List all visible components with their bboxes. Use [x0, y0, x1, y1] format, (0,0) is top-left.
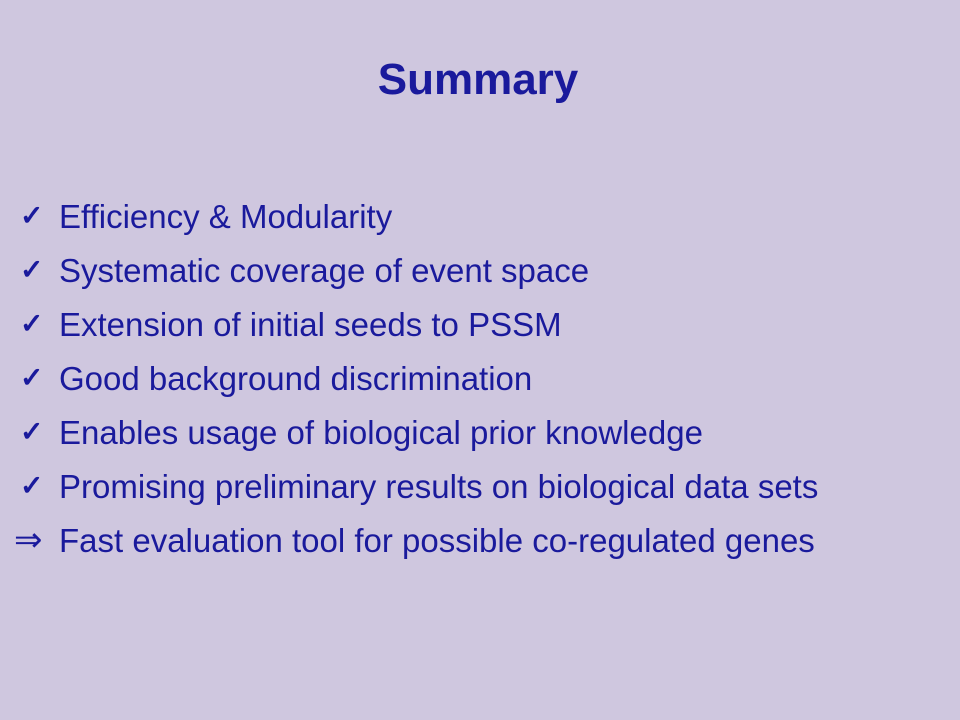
slide-title: Summary [377, 55, 579, 104]
bullet-text: Good background discrimination [59, 359, 533, 397]
bullet-text: Promising preliminary results on biological data sets [59, 467, 819, 505]
bullet-text: Efficiency & Modularity [59, 197, 393, 235]
check-icon: ✓ [20, 200, 44, 231]
check-icon: ✓ [20, 254, 44, 285]
implies-arrow-icon: ⇒ [14, 521, 43, 559]
bullet-item [14, 459, 944, 513]
bullet-item [14, 405, 944, 459]
bullet-item [14, 243, 944, 297]
bullet-item [14, 351, 944, 405]
bullet-list [14, 189, 944, 567]
check-icon: ✓ [20, 470, 44, 501]
bullet-text: Extension of initial seeds to PSSM [59, 305, 562, 343]
check-icon: ✓ [20, 308, 44, 339]
bullet-item [14, 189, 944, 243]
bullet-item [14, 513, 944, 567]
check-icon: ✓ [20, 416, 44, 447]
bullet-item [14, 297, 944, 351]
bullet-text: Fast evaluation tool for possible co-regulated genes [59, 521, 815, 559]
check-icon: ✓ [20, 362, 44, 393]
bullet-text: Systematic coverage of event space [59, 251, 590, 289]
bullet-text: Enables usage of biological prior knowledge [59, 413, 703, 451]
